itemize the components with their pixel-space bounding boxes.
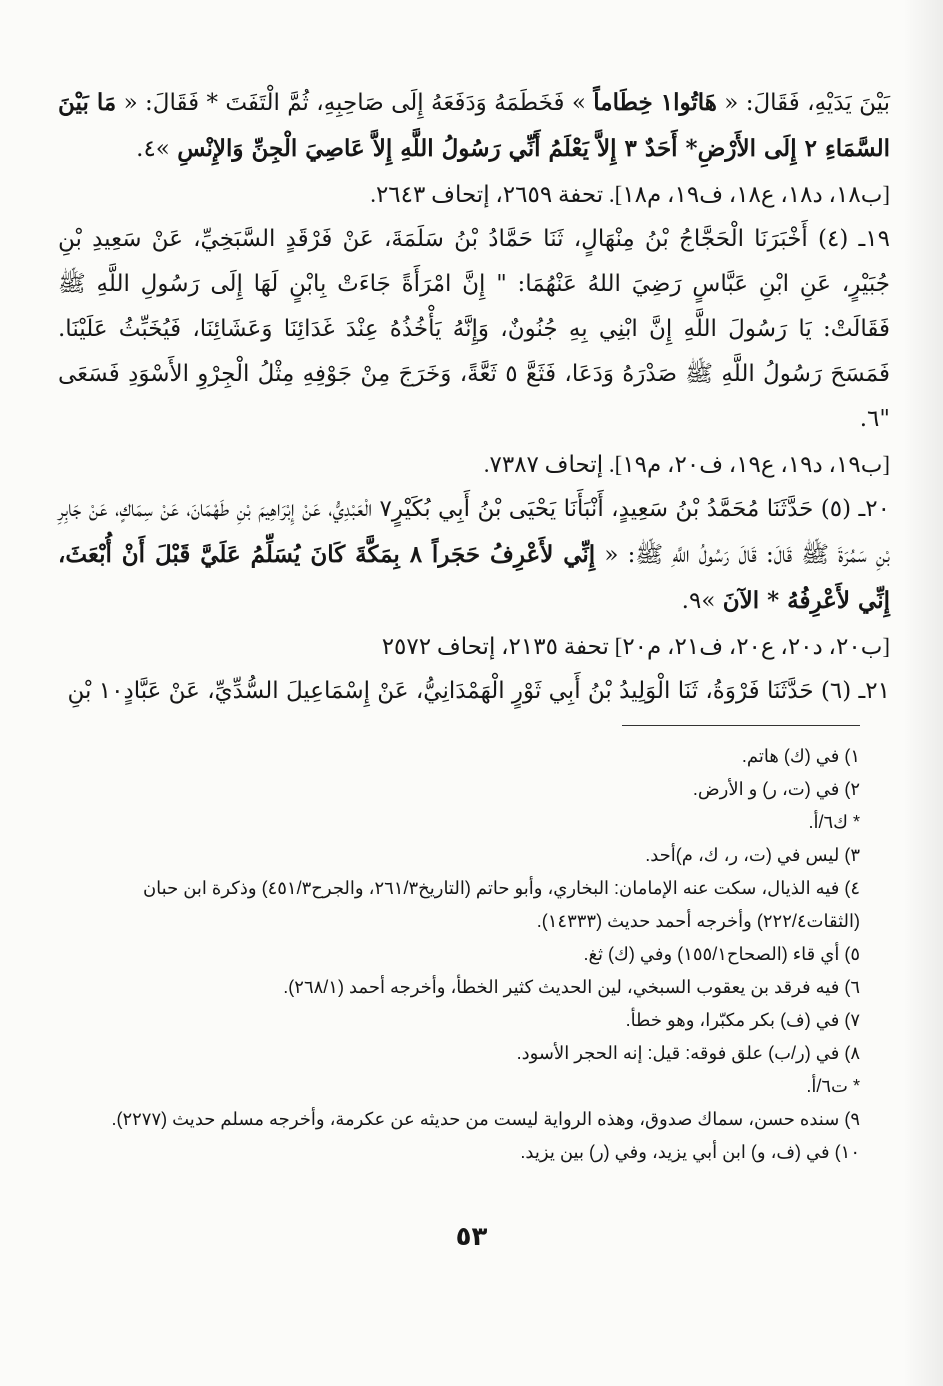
footnote: ١٠) في (ف، و) ابن أبي يزيد، وفي (ر) بين يزيد. <box>520 1142 860 1162</box>
hadith-paragraph-19: ١٩ـ (٤) أَخْبَرَنَا الْحَجَّاجُ بْنُ مِنْهَالٍ، ثَنَا حَمَّادُ بْنُ سَلَمَةَ، عَنْ فَرْقَدٍ السَّبَخِيِّ، عَنْ سَعِيدِ بْنِ جُبَيْرٍ، عَنِ ابْنِ عَبَّاسٍ رَضِيَ اللهُ عَنْهُمَا: " إِنَّ امْرَأَةً جَاءَتْ بِابْنٍ لَهَا إِلَى رَسُولِ اللَّهِ ﷺ فَقَالَتْ: يَا رَسُولَ اللَّهِ إِنَّ ابْنِي بِهِ جُنُونٌ، وَإِنَّهُ يَأْخُذُهُ عِنْدَ غَدَائِنَا وَعَشَائِنَا، فَيُخَبِّثُ عَلَيْنَا. فَمَسَحَ رَسُولُ اللَّهِ ﷺ صَدْرَهُ وَدَعَا، فَثَعَّ ٥ ثَعَّةً، وَخَرَجَ مِنْ جَوْفِهِ مِثْلُ الْجِرْوِ الأَسْوَدِ فَسَعَى "٦. <box>58 226 890 432</box>
hadith-paragraph-18-end <box>58 80 890 172</box>
footnote: ٧) في (ف) بكر مكبّرا، وهو خطأ. <box>625 1010 860 1030</box>
page-number: ٥٣ <box>455 1222 488 1252</box>
hadith-paragraph-20 <box>58 487 890 624</box>
footnotes <box>50 740 860 1169</box>
text-run: بَيْنَ يَدَيْهِ، فَقَالَ: « <box>716 90 890 116</box>
footnote-separator <box>622 725 860 726</box>
bold-quote: مَا بَيْنَ السَّمَاءِ ٢ إِلَى الأَرْضِ* أَحَدٌ ٣ إِلاَّ يَعْلَمُ أَنِّي رَسُولُ اللَّهِ إِلاَّ عَاصِيَ الْجِنِّ وَالإِنْسِ <box>58 89 890 162</box>
footnote: ٢) في (ت، ر) و الأرض. <box>692 779 860 799</box>
footnote: ٩) سنده حسن، سماك صدوق، وهذه الرواية ليست من حديثه عن عكرمة، وأخرجه مسلم حديث (٢٢٧٧). <box>111 1109 860 1129</box>
footnote: ٥) أي قاء (الصحاح١٥٥/١) وفي (ك) ثغ. <box>583 944 860 964</box>
page-edge-shadow <box>903 0 943 1386</box>
footnote: ٦) فيه فرقد بن يعقوب السبخي، لين الحديث كثير الخطأ، وأخرجه أحمد (٢٦٨/١). <box>283 977 860 997</box>
reference-line-18: [ب١٨، د١٨، ع١٨، ف١٩، م١٨]. تحفة ٢٦٥٩، إتحاف ٢٦٤٣. <box>370 182 890 207</box>
reference-line-19: [ب١٩، د١٩، ع١٩، ف٢٠، م١٩]. إتحاف ٧٣٨٧. <box>483 452 890 477</box>
footnote: * ت٦/أ. <box>806 1076 860 1096</box>
footnote: * ك٦/أ. <box>808 812 860 832</box>
footnote: ١) في (ك) هاتم. <box>741 746 860 766</box>
text-run: »٤. <box>136 136 178 162</box>
bold-quote: إِنِّي لأَعْرِفُ حَجَراً ٨ بِمَكَّةَ كَانَ يُسَلِّمُ عَلَيَّ قَبْلَ أَنْ أُبْعَثَ، إِنِّي لأَعْرِفُهُ * الآنَ <box>58 541 890 614</box>
footnote: ٨) في (ر/ب) علق فوقه: قيل: إنه الحجر الأسود. <box>516 1043 860 1063</box>
text-run: ٢٠ـ (٥) حَدَّثَنَا مُحَمَّدُ بْنُ سَعِيدٍ، أَنْبَأَنَا يَحْيَى بْنُ أَبِي بُكَيْرٍ٧ الْعَبْدِيُّ، عَنْ إِبْرَاهِيمَ بْنِ طَهْمَانَ، عَنْ سِمَاكٍ، عَنْ جَابِرِ بْنِ سَمُرَةَ ﷺ قَالَ: قَالَ رَسُولُ اللَّهِ ﷺ: « <box>58 496 890 568</box>
main-text <box>58 80 890 714</box>
footnote: ٤) فيه الذيال، سكت عنه الإمامان: البخاري، وأبو حاتم (التاريخ٢٦١/٣، والجرح٤٥١/٣) وذكرة ابن حبان <box>142 878 860 898</box>
reference-line-20: [ب٢٠، د٢٠، ع٢٠، ف٢١، م٢٠] تحفة ٢١٣٥، إتحاف ٢٥٧٢ <box>381 634 890 659</box>
footnote-continuation: (الثقات٢٢٢/٤) وأخرجه أحمد حديث (١٤٣٣٣). <box>536 911 860 931</box>
footnote: ٣) ليس في (ت، ر، ك، م)أحد. <box>645 845 860 865</box>
hadith-paragraph-21-start: ٢١ـ (٦) حَدَّثَنَا فَرْوَةُ، ثَنَا الْوَلِيدُ بْنُ أَبِي ثَوْرٍ الْهَمْدَانِيُّ، عَنْ إِسْمَاعِيلَ السُّدِّيِّ، عَنْ عَبَّادٍ١٠ بْنِ <box>67 678 890 704</box>
bold-quote: هَاتُوا١ خِطَاماً <box>593 89 717 116</box>
text-run: » فَخَطَمَهُ وَدَفَعَهُ إِلَى صَاحِبِهِ، ثُمَّ الْتَفَتَ * فَقَالَ: « <box>116 90 594 116</box>
text-run: »٩. <box>681 588 723 614</box>
